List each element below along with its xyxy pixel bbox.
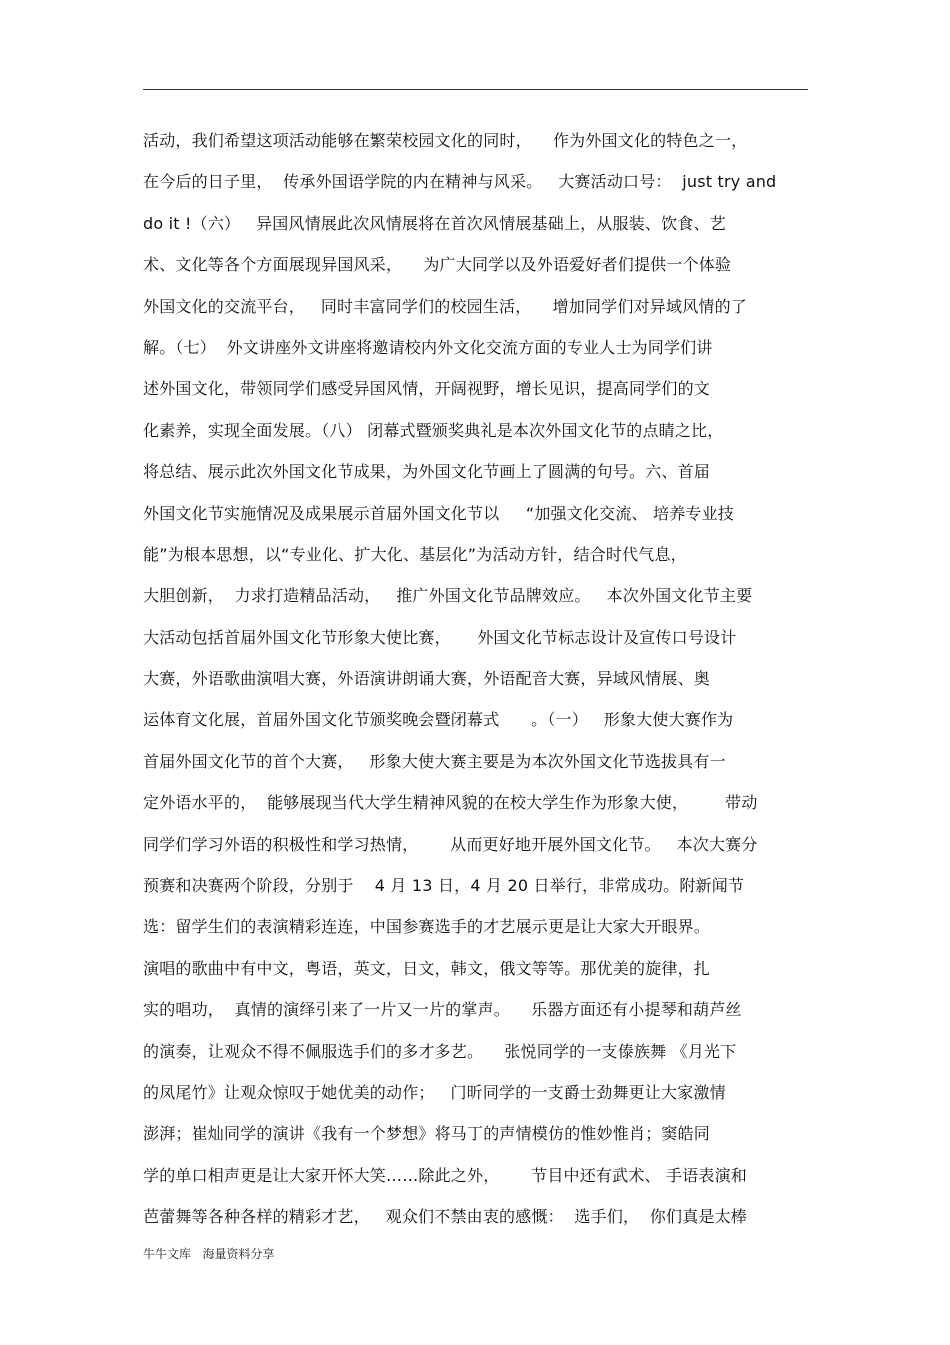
text-line: 将总结、展示此次外国文化节成果，为外国文化节画上了圆满的句号。六、首届 xyxy=(143,462,711,482)
text-line: 预赛和决赛两个阶段，分别于 4 月 13 日，4 月 20 日举行，非常成功。附新闻节 xyxy=(143,876,745,896)
text-line: 大赛，外语歌曲演唱大赛，外语演讲朗诵大赛，外语配音大赛，异域风情展、奥 xyxy=(143,669,711,689)
text-line: 在今后的日子里， 传承外国语学院的内在精神与风采。 大赛活动口号： just try and xyxy=(143,172,777,192)
text-line: 芭蕾舞等各种各样的精彩才艺， 观众们不禁由衷的感慨： 选手们， 你们真是太棒 xyxy=(143,1207,748,1227)
text-line: 的凤尾竹》让观众惊叹于她优美的动作； 门昕同学的一支爵士劲舞更让大家激情 xyxy=(143,1082,726,1102)
text-line: 首届外国文化节的首个大赛， 形象大使大赛主要是为本次外国文化节选拔具有一 xyxy=(143,751,726,771)
text-line: 定外语水平的， 能够展现当代大学生精神风貌的在校大学生作为形象大使， 带动 xyxy=(143,793,758,813)
text-line: 外国文化的交流平台， 同时丰富同学们的校园生活， 增加同学们对异域风情的了 xyxy=(143,296,748,316)
text-line: 实的唱功， 真情的演绎引来了一片又一片的掌声。 乐器方面还有小提琴和葫芦丝 xyxy=(143,1000,742,1020)
text-line: 活动，我们希望这项活动能够在繁荣校园文化的同时， 作为外国文化的特色之一， xyxy=(143,131,748,150)
page-footer: 牛牛文库 海量资料分享 xyxy=(143,1247,275,1261)
text-line: 学的单口相声更是让大家开怀大笑……除此之外， 节目中还有武术、 手语表演和 xyxy=(143,1165,748,1185)
text-line: 大胆创新， 力求打造精品活动， 推广外国文化节品牌效应。 本次外国文化节主要 xyxy=(143,586,753,606)
text-line: 化素养，实现全面发展。（八） 闭幕式暨颁奖典礼是本次外国文化节的点睛之比， xyxy=(143,420,724,440)
text-line: 同学们学习外语的积极性和学习热情， 从而更好地开展外国文化节。 本次大赛分 xyxy=(143,834,758,854)
text-line: 澎湃；崔灿同学的演讲《我有一个梦想》将马丁的声情模仿的惟妙惟肖；窦皓同 xyxy=(143,1124,711,1144)
text-line: 的演奏，让观众不得不佩服选手们的多才多艺。 张悦同学的一支傣族舞 《月光下 xyxy=(143,1041,737,1061)
text-line: 解。（七） 外文讲座外文讲座将邀请校内外文化交流方面的专业人士为同学们讲 xyxy=(143,337,713,357)
text-line: 外国文化节实施情况及成果展示首届外国文化节以 “加强文化交流、 培养专业技 xyxy=(143,503,735,523)
text-line: 术、文化等各个方面展现异国风采， 为广大同学以及外语爱好者们提供一个体验 xyxy=(143,255,732,275)
text-line: do it !（六） 异国风情展此次风情展将在首次风情展基础上，从服装、饮食、艺 xyxy=(143,213,726,233)
text-line: 演唱的歌曲中有中文，粤语，英文，日文，韩文，俄文等等。那优美的旋律，扎 xyxy=(143,958,711,978)
header-rule xyxy=(143,89,808,90)
text-line: 选：留学生们的表演精彩连连，中国参赛选手的才艺展示更是让大家大开眼界。 xyxy=(143,917,711,937)
body-text xyxy=(143,120,813,1238)
text-line: 大活动包括首届外国文化节形象大使比赛， 外国文化节标志设计及宣传口号设计 xyxy=(143,627,737,647)
text-line: 能”为根本思想，以“专业化、扩大化、基层化”为活动方针，结合时代气息， xyxy=(143,544,687,564)
text-line: 运体育文化展，首届外国文化节颁奖晚会暨闭幕式 。（一） 形象大使大赛作为 xyxy=(143,710,734,730)
text-line: 述外国文化，带领同学们感受异国风情，开阔视野，增长见识，提高同学们的文 xyxy=(143,379,711,399)
